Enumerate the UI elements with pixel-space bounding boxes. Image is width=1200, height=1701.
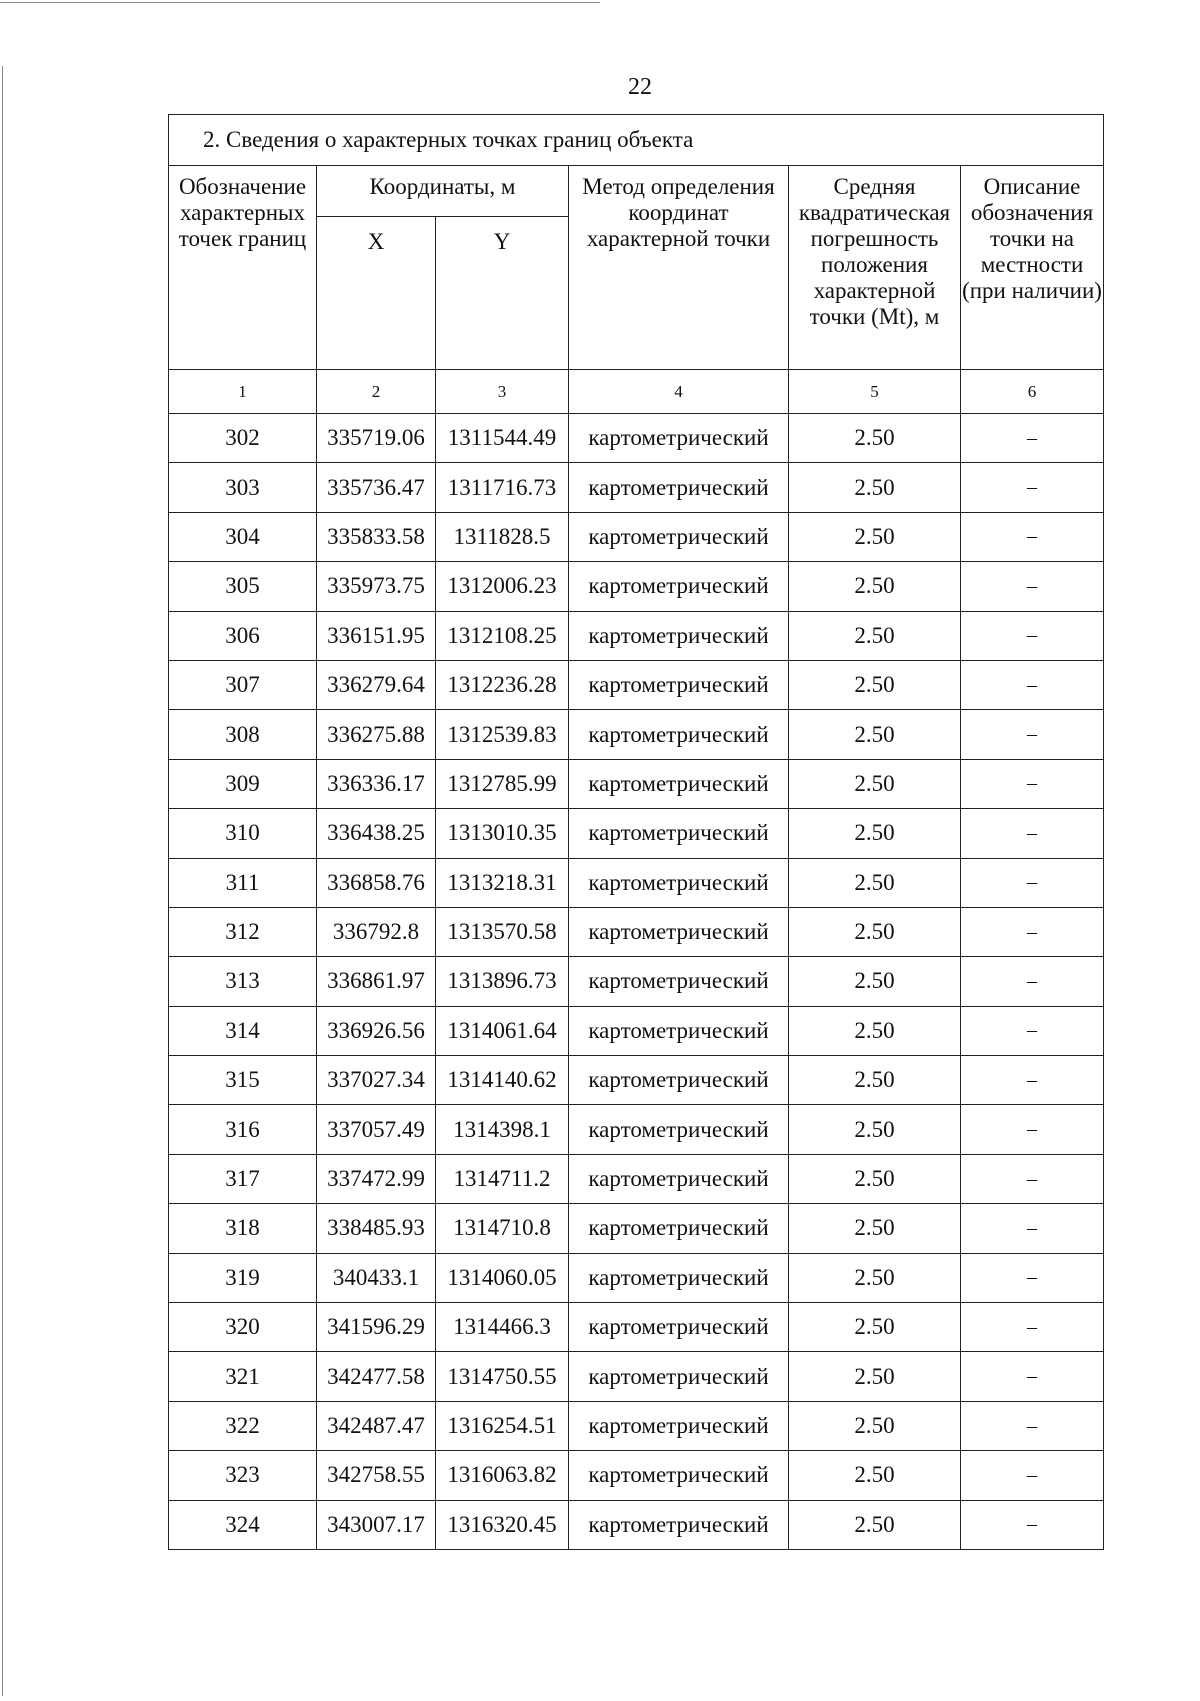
table-row	[169, 414, 1104, 463]
method-cell: картометрический	[569, 660, 789, 709]
method-cell: картометрический	[569, 809, 789, 858]
column-number-row	[169, 370, 1104, 414]
accuracy-cell: 2.50	[789, 611, 961, 660]
y-coordinate-cell: 1314140.62	[436, 1056, 569, 1105]
point-id-cell: 305	[169, 562, 317, 611]
table-row	[169, 1253, 1104, 1302]
accuracy-cell: 2.50	[789, 1105, 961, 1154]
header-y: Y	[436, 217, 569, 370]
point-id-cell: 309	[169, 759, 317, 808]
method-cell: картометрический	[569, 562, 789, 611]
y-coordinate-cell: 1312236.28	[436, 660, 569, 709]
y-coordinate-cell: 1314750.55	[436, 1352, 569, 1401]
header-description: Описание обозначения точки на местности (при наличии)	[961, 166, 1104, 370]
point-id-cell: 306	[169, 611, 317, 660]
header-designation: Обозначение характерных точек границ	[169, 166, 317, 370]
y-coordinate-cell: 1314710.8	[436, 1204, 569, 1253]
method-cell: картометрический	[569, 957, 789, 1006]
table-row	[169, 1105, 1104, 1154]
x-coordinate-cell: 336336.17	[317, 759, 436, 808]
x-coordinate-cell: 336438.25	[317, 809, 436, 858]
accuracy-cell: 2.50	[789, 562, 961, 611]
accuracy-cell: 2.50	[789, 710, 961, 759]
point-id-cell: 310	[169, 809, 317, 858]
point-id-cell: 315	[169, 1056, 317, 1105]
column-number-3: 3	[436, 370, 569, 414]
y-coordinate-cell: 1311716.73	[436, 463, 569, 512]
header-method: Метод определения координат характерной точки	[569, 166, 789, 370]
description-cell: –	[961, 1401, 1104, 1450]
table-row	[169, 611, 1104, 660]
x-coordinate-cell: 336858.76	[317, 858, 436, 907]
description-cell: –	[961, 907, 1104, 956]
table-row	[169, 957, 1104, 1006]
method-cell: картометрический	[569, 1253, 789, 1302]
table-row	[169, 1056, 1104, 1105]
table-row	[169, 1451, 1104, 1500]
table-row	[169, 759, 1104, 808]
y-coordinate-cell: 1313570.58	[436, 907, 569, 956]
column-number-2: 2	[317, 370, 436, 414]
y-coordinate-cell: 1314466.3	[436, 1303, 569, 1352]
method-cell: картометрический	[569, 1006, 789, 1055]
x-coordinate-cell: 335973.75	[317, 562, 436, 611]
method-cell: картометрический	[569, 611, 789, 660]
point-id-cell: 303	[169, 463, 317, 512]
accuracy-cell: 2.50	[789, 1154, 961, 1203]
y-coordinate-cell: 1312006.23	[436, 562, 569, 611]
x-coordinate-cell: 337057.49	[317, 1105, 436, 1154]
method-cell: картометрический	[569, 1303, 789, 1352]
method-cell: картометрический	[569, 1401, 789, 1450]
x-coordinate-cell: 336792.8	[317, 907, 436, 956]
description-cell: –	[961, 710, 1104, 759]
description-cell: –	[961, 1451, 1104, 1500]
point-id-cell: 320	[169, 1303, 317, 1352]
table-row	[169, 1352, 1104, 1401]
point-id-cell: 307	[169, 660, 317, 709]
x-coordinate-cell: 343007.17	[317, 1500, 436, 1549]
header-row-1	[169, 166, 1104, 217]
table-row	[169, 710, 1104, 759]
y-coordinate-cell: 1316254.51	[436, 1401, 569, 1450]
header-accuracy: Средняя квадратическая погрешность положения характерной точки (Mt), м	[789, 166, 961, 370]
x-coordinate-cell: 342477.58	[317, 1352, 436, 1401]
accuracy-cell: 2.50	[789, 414, 961, 463]
section-title: 2. Сведения о характерных точках границ объекта	[169, 115, 1104, 166]
accuracy-cell: 2.50	[789, 957, 961, 1006]
top-border-line	[0, 2, 600, 3]
accuracy-cell: 2.50	[789, 1056, 961, 1105]
x-coordinate-cell: 342758.55	[317, 1451, 436, 1500]
page-number: 22	[628, 74, 652, 100]
point-id-cell: 323	[169, 1451, 317, 1500]
y-coordinate-cell: 1312785.99	[436, 759, 569, 808]
y-coordinate-cell: 1311828.5	[436, 512, 569, 561]
left-border-line	[2, 66, 3, 1696]
point-id-cell: 308	[169, 710, 317, 759]
table-row	[169, 1154, 1104, 1203]
description-cell: –	[961, 1303, 1104, 1352]
y-coordinate-cell: 1312108.25	[436, 611, 569, 660]
accuracy-cell: 2.50	[789, 1006, 961, 1055]
description-cell: –	[961, 562, 1104, 611]
method-cell: картометрический	[569, 1352, 789, 1401]
accuracy-cell: 2.50	[789, 1204, 961, 1253]
point-id-cell: 302	[169, 414, 317, 463]
column-number-4: 4	[569, 370, 789, 414]
method-cell: картометрический	[569, 710, 789, 759]
method-cell: картометрический	[569, 512, 789, 561]
point-id-cell: 316	[169, 1105, 317, 1154]
method-cell: картометрический	[569, 1451, 789, 1500]
section-title-row	[169, 115, 1104, 166]
accuracy-cell: 2.50	[789, 1253, 961, 1302]
boundary-points-table	[168, 114, 1104, 1550]
accuracy-cell: 2.50	[789, 858, 961, 907]
description-cell: –	[961, 611, 1104, 660]
method-cell: картометрический	[569, 759, 789, 808]
method-cell: картометрический	[569, 1154, 789, 1203]
y-coordinate-cell: 1313010.35	[436, 809, 569, 858]
header-x: X	[317, 217, 436, 370]
description-cell: –	[961, 512, 1104, 561]
description-cell: –	[961, 759, 1104, 808]
description-cell: –	[961, 1204, 1104, 1253]
method-cell: картометрический	[569, 907, 789, 956]
description-cell: –	[961, 414, 1104, 463]
point-id-cell: 314	[169, 1006, 317, 1055]
description-cell: –	[961, 660, 1104, 709]
description-cell: –	[961, 809, 1104, 858]
accuracy-cell: 2.50	[789, 1401, 961, 1450]
accuracy-cell: 2.50	[789, 907, 961, 956]
x-coordinate-cell: 342487.47	[317, 1401, 436, 1450]
method-cell: картометрический	[569, 1500, 789, 1549]
y-coordinate-cell: 1312539.83	[436, 710, 569, 759]
point-id-cell: 321	[169, 1352, 317, 1401]
accuracy-cell: 2.50	[789, 660, 961, 709]
table-row	[169, 1204, 1104, 1253]
y-coordinate-cell: 1314061.64	[436, 1006, 569, 1055]
y-coordinate-cell: 1311544.49	[436, 414, 569, 463]
description-cell: –	[961, 858, 1104, 907]
x-coordinate-cell: 340433.1	[317, 1253, 436, 1302]
point-id-cell: 324	[169, 1500, 317, 1549]
method-cell: картометрический	[569, 463, 789, 512]
accuracy-cell: 2.50	[789, 1352, 961, 1401]
column-number-1: 1	[169, 370, 317, 414]
x-coordinate-cell: 335736.47	[317, 463, 436, 512]
x-coordinate-cell: 337472.99	[317, 1154, 436, 1203]
y-coordinate-cell: 1313896.73	[436, 957, 569, 1006]
x-coordinate-cell: 335719.06	[317, 414, 436, 463]
x-coordinate-cell: 336275.88	[317, 710, 436, 759]
table-row	[169, 463, 1104, 512]
point-id-cell: 319	[169, 1253, 317, 1302]
point-id-cell: 313	[169, 957, 317, 1006]
table-row	[169, 809, 1104, 858]
x-coordinate-cell: 336151.95	[317, 611, 436, 660]
y-coordinate-cell: 1313218.31	[436, 858, 569, 907]
header-coordinates: Координаты, м	[317, 166, 569, 217]
x-coordinate-cell: 337027.34	[317, 1056, 436, 1105]
description-cell: –	[961, 1105, 1104, 1154]
point-id-cell: 304	[169, 512, 317, 561]
table-row	[169, 858, 1104, 907]
description-cell: –	[961, 1253, 1104, 1302]
accuracy-cell: 2.50	[789, 512, 961, 561]
method-cell: картометрический	[569, 414, 789, 463]
point-id-cell: 317	[169, 1154, 317, 1203]
x-coordinate-cell: 336926.56	[317, 1006, 436, 1055]
table-row	[169, 907, 1104, 956]
point-id-cell: 311	[169, 858, 317, 907]
column-number-5: 5	[789, 370, 961, 414]
y-coordinate-cell: 1316320.45	[436, 1500, 569, 1549]
x-coordinate-cell: 336861.97	[317, 957, 436, 1006]
y-coordinate-cell: 1314711.2	[436, 1154, 569, 1203]
description-cell: –	[961, 463, 1104, 512]
accuracy-cell: 2.50	[789, 463, 961, 512]
table-row	[169, 562, 1104, 611]
table-row	[169, 1006, 1104, 1055]
y-coordinate-cell: 1316063.82	[436, 1451, 569, 1500]
description-cell: –	[961, 1056, 1104, 1105]
table-row	[169, 1500, 1104, 1549]
description-cell: –	[961, 1500, 1104, 1549]
description-cell: –	[961, 1006, 1104, 1055]
method-cell: картометрический	[569, 1105, 789, 1154]
table-row	[169, 660, 1104, 709]
y-coordinate-cell: 1314060.05	[436, 1253, 569, 1302]
x-coordinate-cell: 335833.58	[317, 512, 436, 561]
method-cell: картометрический	[569, 1204, 789, 1253]
table-row	[169, 1401, 1104, 1450]
accuracy-cell: 2.50	[789, 759, 961, 808]
method-cell: картометрический	[569, 1056, 789, 1105]
column-number-6: 6	[961, 370, 1104, 414]
point-id-cell: 318	[169, 1204, 317, 1253]
description-cell: –	[961, 1352, 1104, 1401]
y-coordinate-cell: 1314398.1	[436, 1105, 569, 1154]
table-row	[169, 1303, 1104, 1352]
description-cell: –	[961, 1154, 1104, 1203]
accuracy-cell: 2.50	[789, 1451, 961, 1500]
accuracy-cell: 2.50	[789, 1303, 961, 1352]
accuracy-cell: 2.50	[789, 809, 961, 858]
accuracy-cell: 2.50	[789, 1500, 961, 1549]
description-cell: –	[961, 957, 1104, 1006]
x-coordinate-cell: 336279.64	[317, 660, 436, 709]
x-coordinate-cell: 341596.29	[317, 1303, 436, 1352]
x-coordinate-cell: 338485.93	[317, 1204, 436, 1253]
point-id-cell: 322	[169, 1401, 317, 1450]
table-row	[169, 512, 1104, 561]
point-id-cell: 312	[169, 907, 317, 956]
method-cell: картометрический	[569, 858, 789, 907]
